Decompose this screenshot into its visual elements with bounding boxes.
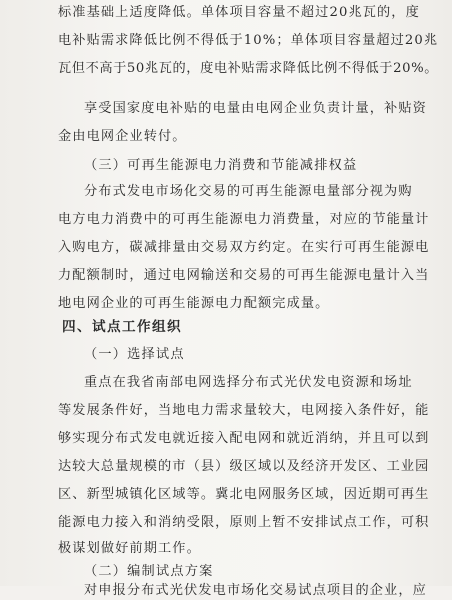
- paragraph-line: 享受国家度电补贴的电量由电网企业负责计量，补贴资: [84, 101, 427, 116]
- paragraph-line: 地电网企业的可再生能源电力配额完成量。: [58, 296, 330, 311]
- paragraph-line: 极谋划做好前期工作。: [58, 541, 201, 556]
- paragraph-line: 达较大总量规模的市（县）级区域以及经济开发区、工业园: [58, 459, 430, 474]
- paragraph-line: 分布式发电市场化交易的可再生能源电量部分视为购: [84, 184, 413, 199]
- paragraph-line: 入购电方，碳减排量由交易双方约定。在实行可再生能源电: [58, 240, 430, 255]
- paragraph-line: 够实现分布式发电就近接入配电网和就近消纳，并且可以到: [58, 431, 430, 446]
- section-subheading: （二）编制试点方案: [84, 564, 214, 579]
- paragraph-line: 金由电网企业转付。: [58, 129, 187, 144]
- paragraph-line: 区、新型城镇化区域等。冀北电网服务区域，因近期可再生: [58, 487, 430, 502]
- paragraph-line: 等发展条件好，当地电力需求量较大，电网接入条件好，能: [58, 403, 430, 418]
- paragraph-line: 力配额制时，通过电网输送和交易的可再生能源电量计入当: [58, 268, 430, 283]
- paragraph-line: 对申报分布式光伏发电市场化交易试点项目的企业，应: [84, 583, 427, 598]
- paragraph-line: 能源电力接入和消纳受限，原则上暂不安排试点工作，可积: [58, 515, 430, 530]
- paragraph-line: 电补贴需求降低比例不得低于10%；单体项目容量超过20兆: [58, 33, 439, 48]
- paragraph-line: 瓦但不高于50兆瓦的，度电补贴需求降低比例不得低于20%。: [58, 61, 438, 76]
- section-subheading: （三）可再生能源电力消费和节能减排权益: [84, 158, 358, 173]
- section-heading: 四、试点工作组织: [62, 319, 182, 335]
- paragraph-line: 标准基础上适度降低。单体项目容量不超过20兆瓦的，度: [58, 5, 420, 20]
- section-subheading: （一）选择试点: [84, 347, 185, 362]
- paragraph-line: 重点在我省南部电网选择分布式光伏发电资源和场址: [84, 375, 413, 390]
- paragraph-line: 电方电力消费中的可再生能源电力消费量，对应的节能量计: [58, 212, 430, 227]
